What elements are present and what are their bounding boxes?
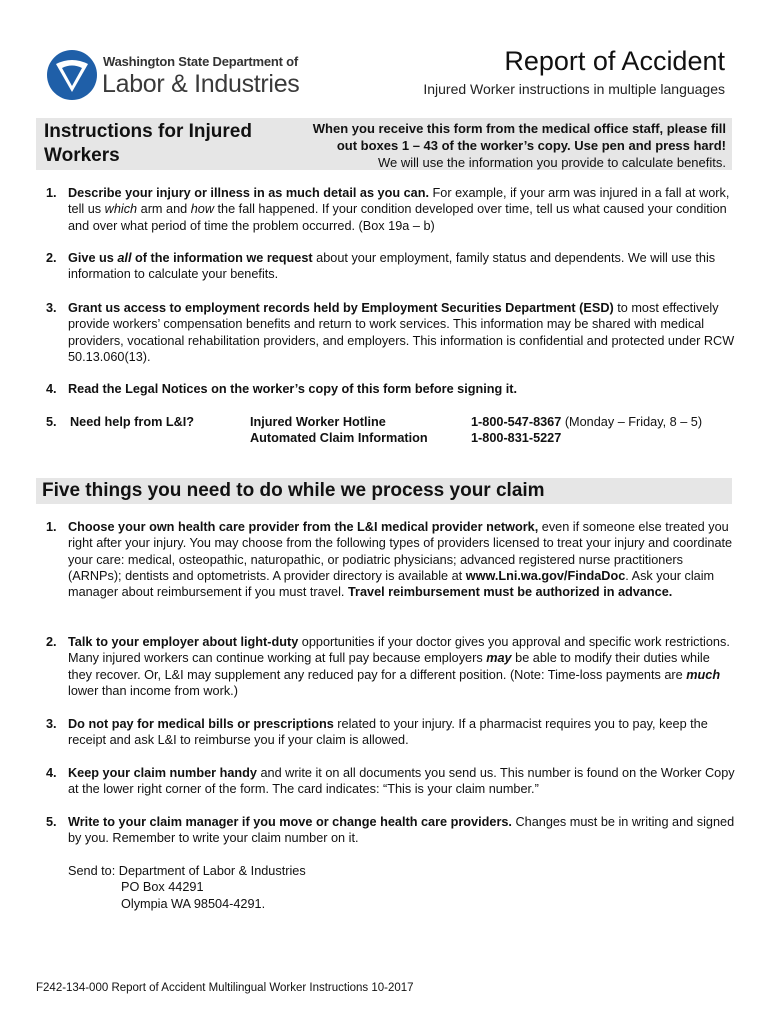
mailing-address: Send to: Department of Labor & Industries PO Box 44291 Olympia WA 98504-4291. <box>68 864 306 911</box>
instruction-item: 2. Give us all of the information we request about your employment, family status and dependents. We will use this information to calculate your benefits. <box>46 251 716 282</box>
thing-item: 5. Write to your claim manager if you move or change health care providers. Changes must be in writing and signed by you. Remember to write your claim number on it. <box>46 815 735 846</box>
thing-item: 4. Keep your claim number handy and write it on all documents you send us. This number is found on the Worker Copy at the lower right corner of the form. The card indicates: “This is your claim number.” <box>46 766 735 797</box>
lni-logo-icon <box>46 48 98 102</box>
help-numbers: 1-800-547-8367 (Monday – Friday, 8 – 5) 1-800-831-5227 <box>471 415 703 446</box>
logo-agency-name: Labor & Industries <box>102 70 300 98</box>
hotline-phone-link[interactable]: 1-800-547-8367 <box>471 415 562 429</box>
page-title: Report of Accident <box>504 46 725 76</box>
form-footer: F242-134-000 Report of Accident Multilingual Worker Instructions 10-2017 <box>36 982 414 994</box>
logo-agency-line: Washington State Department of <box>103 54 299 69</box>
instruction-item: 3. Grant us access to employment records held by Employment Securities Department (ESD) to most effectively provide workers’ compensation benefits and return to work services. This information may be shared with medical providers, vocational rehabilitation providers, and employers. This information is confidential and protected under RCW 50.13.060(13). <box>46 301 735 364</box>
help-labels: Injured Worker Hotline Automated Claim Information <box>250 415 428 446</box>
instructions-header-band <box>36 118 732 170</box>
instruction-item: 4. Read the Legal Notices on the worker’s copy of this form before signing it. <box>46 382 518 396</box>
thing-item: 3. Do not pay for medical bills or prescriptions related to your injury. If a pharmacist requires you to pay, keep the receipt and ask L&I to reimburse you if your claim is allowed. <box>46 717 708 748</box>
things-to-do-header-band <box>36 478 732 504</box>
automated-claim-phone-link[interactable]: 1-800-831-5227 <box>471 431 562 446</box>
find-a-doc-link[interactable]: www.Lni.wa.gov/FindaDoc <box>465 568 626 583</box>
instruction-item: 1. Describe your injury or illness in as much detail as you can. For example, if your arm was injured in a fall at work, tell us which arm and how the fall happened. If your condition developed over time, tell us what caused your condition and over what period of time the problem occurred. (Box 19a – b) <box>46 186 730 233</box>
agency-logo <box>46 48 300 104</box>
fill-notice: When you receive this form from the medical office staff, please fill out boxes 1 – 43 of the worker’s copy. Use pen and press hard! We will use the information you provide to calculate benefits. <box>312 121 726 170</box>
thing-item: 1. Choose your own health care provider from the L&I medical provider network, even if someone else treated you right after your injury. You may choose from the following types of providers licensed to treat your injury and coordinate your care: medical, osteopathic, naturopathic, or podiatric physicians; advanced registered nurse practitioners (ARNPs); dentists and optometrists. A provider directory is available at www.Lni.wa.gov/FindaDoc. Ask your claim manager about reimbursement if you must travel. Travel reimbursement must be authorized in advance. <box>46 520 733 600</box>
thing-item: 2. Talk to your employer about light-duty opportunities if your doctor gives you approval and specific work restrictions. Many injured workers can continue working at full pay because employers may be able to modify their duties while they recover. Or, L&I may supplement any reduced pay for a different position. (Note: Time-loss payments are much lower than income from work.) <box>46 635 730 698</box>
instruction-item-help: 5. Need help from L&I? <box>46 415 195 429</box>
things-to-do-heading: Five things you need to do while we process your claim <box>42 480 545 501</box>
instructions-heading: Instructions for Injured Workers <box>44 121 252 166</box>
page-subtitle: Injured Worker instructions in multiple languages <box>423 81 725 97</box>
